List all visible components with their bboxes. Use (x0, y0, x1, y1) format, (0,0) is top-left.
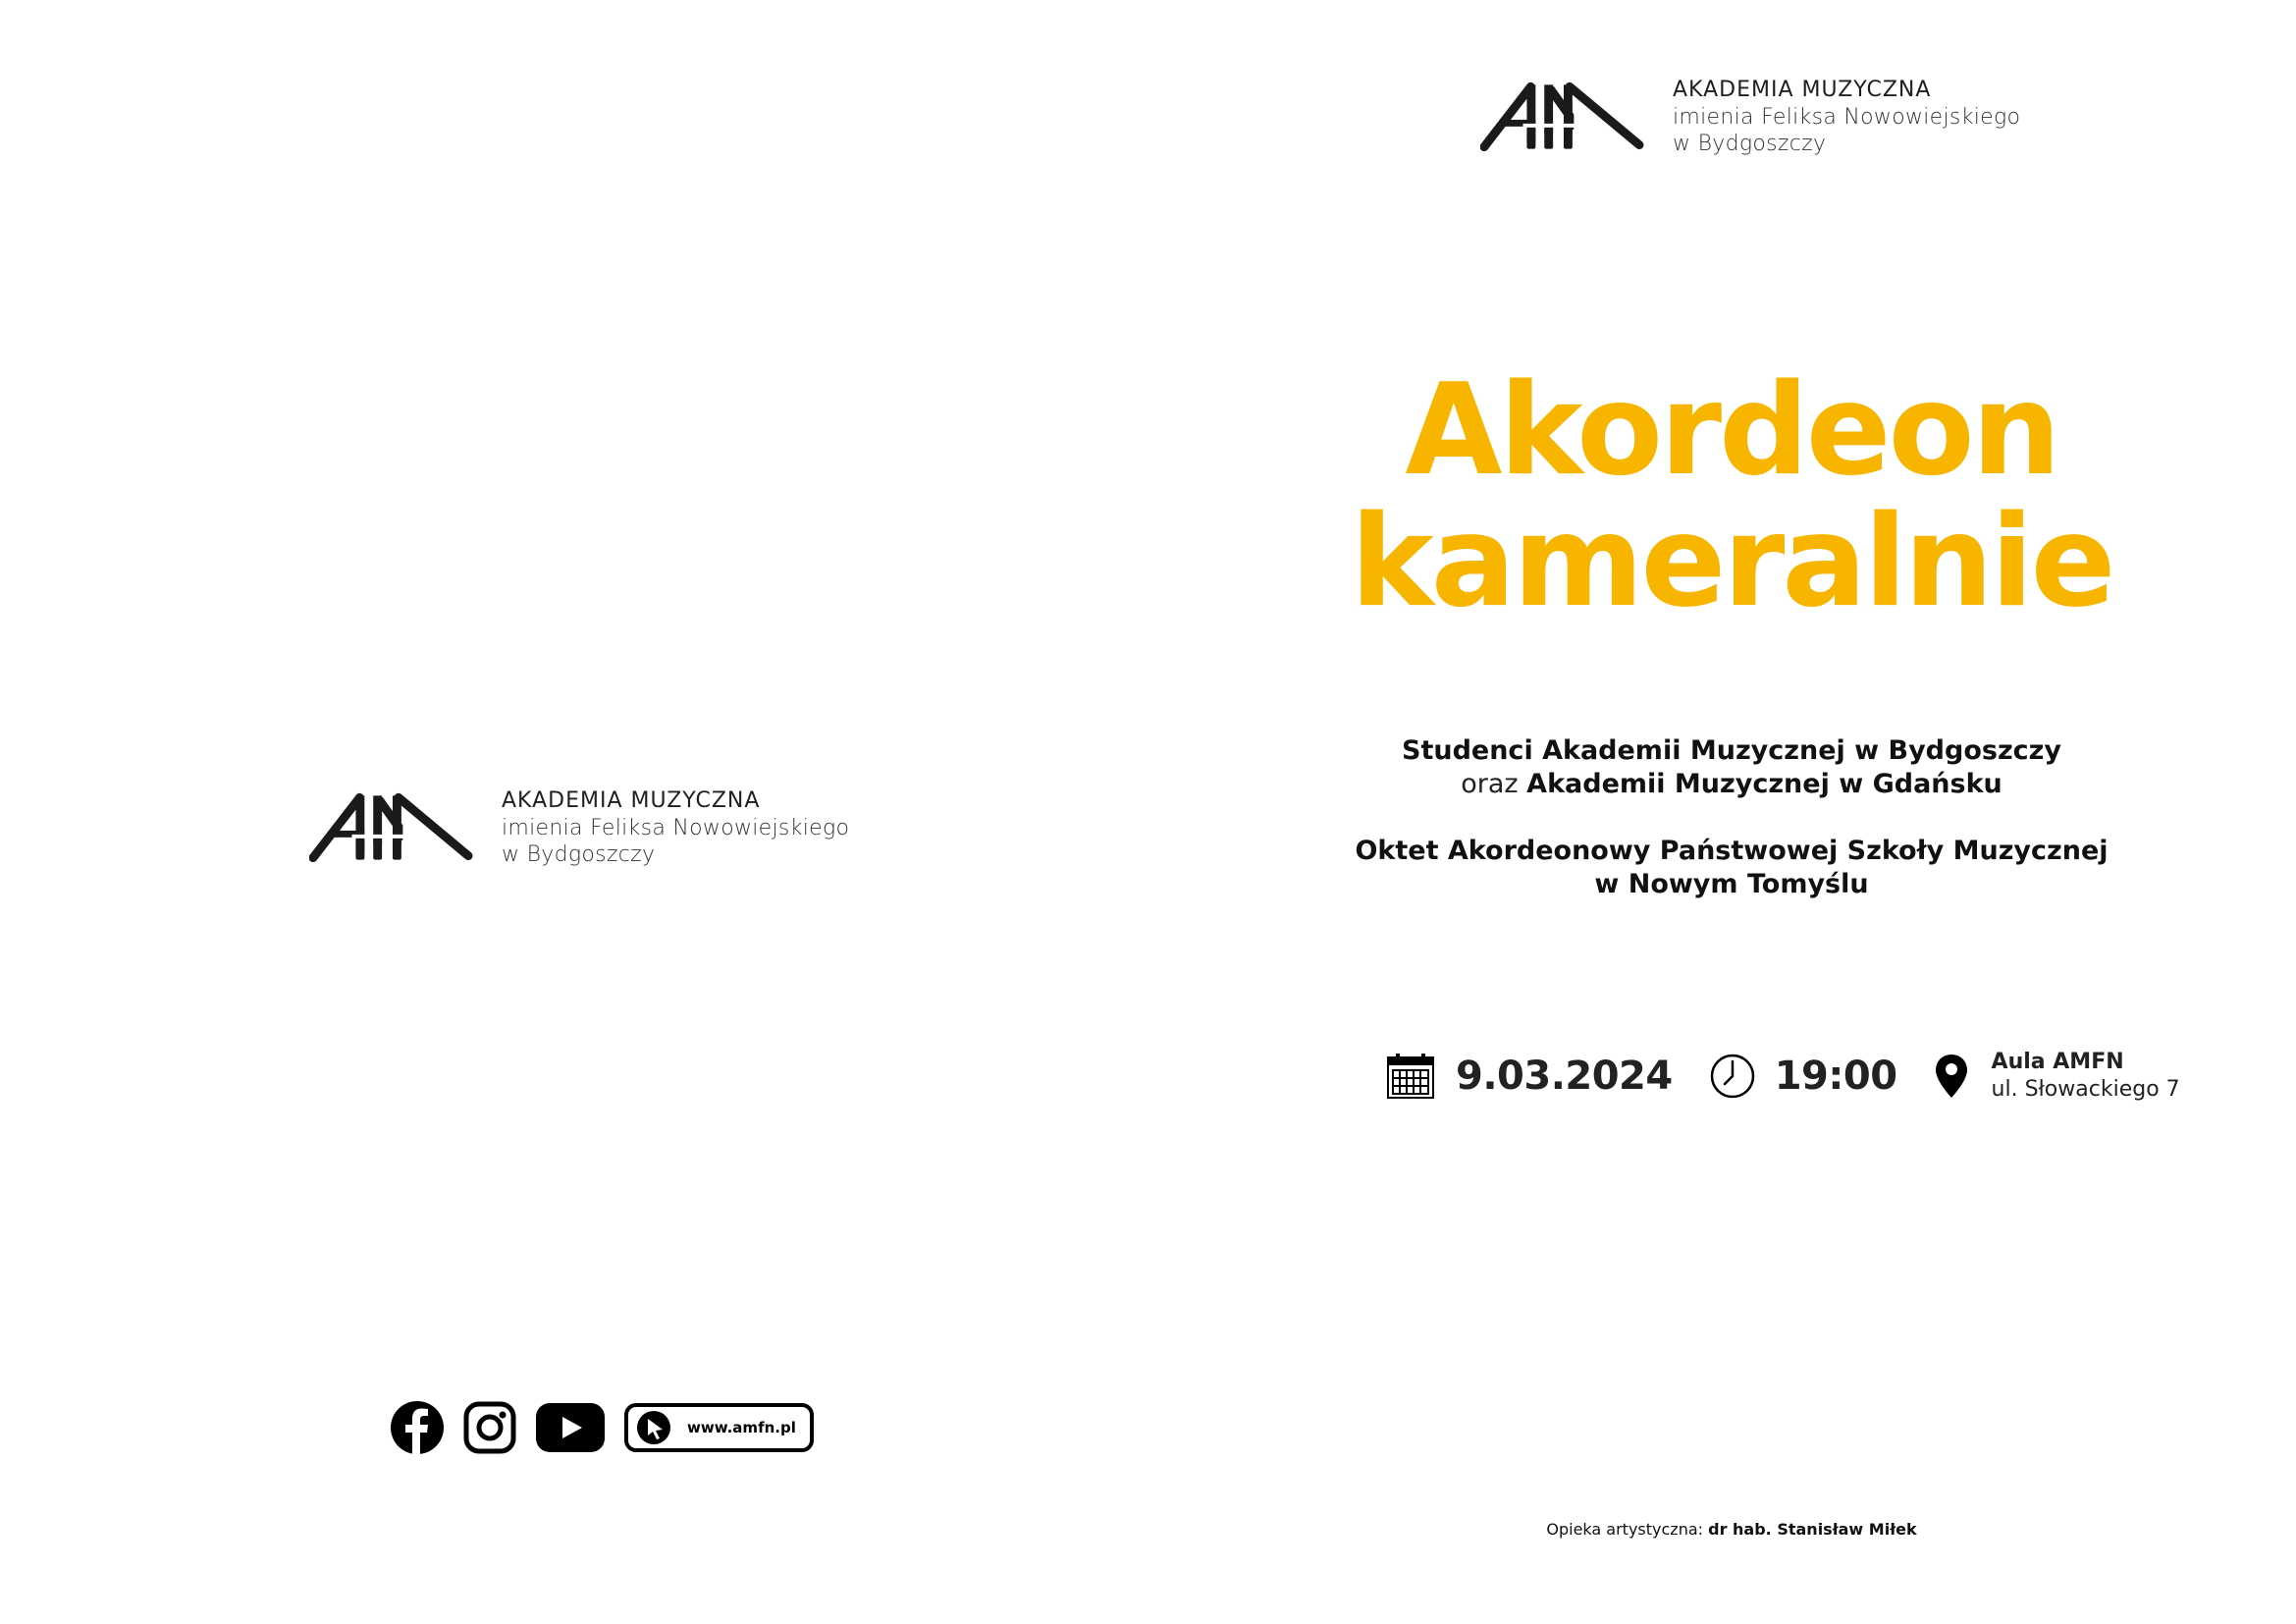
performer-group-1b: Akademii Muzycznej w Gdańsku (1526, 769, 2002, 799)
logo-text-right (1673, 77, 2020, 157)
event-time: 19:00 (1774, 1054, 1897, 1099)
logo-name: AKADEMIA MUZYCZNA (1673, 78, 1932, 102)
clock-icon (1710, 1054, 1755, 1099)
calendar-icon (1387, 1054, 1434, 1099)
instagram-icon[interactable] (463, 1401, 516, 1454)
performers (1339, 734, 2124, 901)
title-line-2: kameralnie (1350, 489, 2113, 635)
logo-text-left (502, 787, 849, 868)
venue-address: ul. Słowackiego 7 (1991, 1077, 2180, 1102)
facebook-icon[interactable] (391, 1401, 444, 1454)
social-links (391, 1401, 814, 1454)
event-title (1339, 357, 2124, 635)
logo-right (1480, 77, 2020, 157)
supervision-label: Opieka artystyczna: (1546, 1520, 1704, 1539)
am-monogram-logo-icon (309, 787, 474, 862)
performer-group-2: Oktet Akordeonowy Państwowej Szkoły Muzycznej (1355, 836, 2109, 866)
event-details (1387, 1049, 2180, 1104)
performer-group-2-city: w Nowym Tomyślu (1594, 869, 1869, 899)
venue (1992, 1049, 2180, 1104)
performer-conjunction: oraz (1461, 769, 1519, 799)
logo-left (309, 787, 849, 868)
am-monogram-logo-icon (1480, 77, 1645, 151)
logo-name: AKADEMIA MUZYCZNA (502, 788, 761, 813)
logo-city: w Bydgoszczy (502, 842, 656, 867)
artistic-supervision (1339, 1520, 2124, 1539)
performer-group-1: Studenci Akademii Muzycznej w Bydgoszczy (1402, 735, 2061, 766)
logo-city: w Bydgoszczy (1673, 132, 1827, 156)
logo-patron: imienia Feliksa Nowowiejskiego (1673, 105, 2021, 130)
cursor-click-icon (636, 1410, 671, 1445)
website-url[interactable]: www.amfn.pl (687, 1419, 796, 1436)
location-pin-icon (1935, 1054, 1968, 1099)
title-line-1: Akordeon (1405, 357, 2058, 504)
website-link[interactable] (624, 1403, 814, 1452)
logo-patron: imienia Feliksa Nowowiejskiego (502, 816, 850, 840)
event-date: 9.03.2024 (1456, 1054, 1673, 1099)
supervisor-name: dr hab. Stanisław Miłek (1708, 1520, 1917, 1539)
venue-name: Aula AMFN (1991, 1050, 2124, 1074)
youtube-icon[interactable] (536, 1403, 605, 1452)
